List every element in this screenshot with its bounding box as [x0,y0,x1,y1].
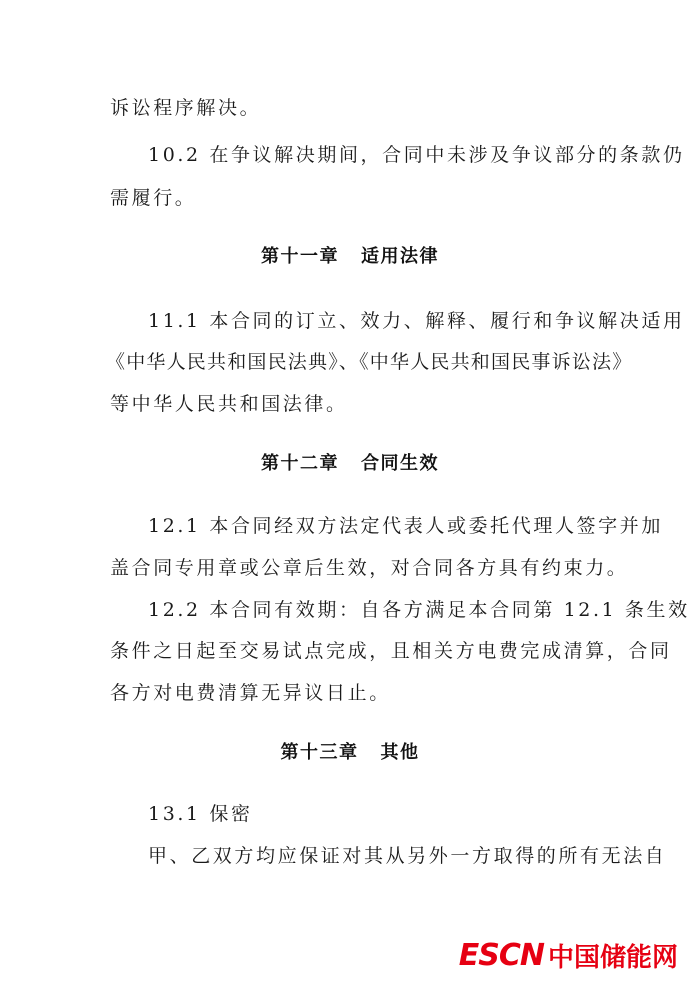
paragraph-line: 诉讼程序解决。 [110,97,262,119]
chapter-number: 第十一章 [261,246,339,267]
paragraph-line: 盖合同专用章或公章后生效，对合同各方具有约束力。 [110,557,629,579]
chapter-heading-11 [0,245,700,269]
chapter-title: 适用法律 [361,246,439,267]
chapter-title: 其他 [380,742,420,763]
chapter-number: 第十三章 [280,742,359,763]
chapter-heading-12 [0,452,700,476]
chapter-title: 合同生效 [361,453,439,474]
paragraph-line: 12.1 本合同经双方法定代表人或委托代理人签字并加 [148,515,663,537]
paragraph-line: 13.1 保密 [148,803,253,825]
chapter-number: 第十二章 [261,453,339,474]
paragraph-line: 11.1 本合同的订立、效力、解释、履行和争议解决适用 [148,310,685,332]
paragraph-line: 《中华人民共和国民法典》、《中华人民共和国民事诉讼法》 [106,351,633,373]
paragraph-line: 等中华人民共和国法律。 [110,393,348,415]
paragraph-line: 条件之日起至交易试点完成，且相关方电费完成清算，合同 [110,640,672,662]
paragraph-line: 12.2 本合同有效期：自各方满足本合同第 12.1 条生效 [148,599,690,621]
paragraph-line: 各方对电费清算无异议日止。 [110,682,391,704]
paragraph-line: 10.2 在争议解决期间，合同中未涉及争议部分的条款仍 [148,144,685,166]
escn-watermark-logo [459,936,678,974]
paragraph-line: 甲、乙双方均应保证对其从另外一方取得的所有无法自 [148,845,667,867]
paragraph-line: 需履行。 [110,187,197,209]
watermark-name: 中国储能网 [547,942,678,973]
watermark-brand: ESCN [458,937,544,973]
chapter-heading-13 [0,741,700,765]
